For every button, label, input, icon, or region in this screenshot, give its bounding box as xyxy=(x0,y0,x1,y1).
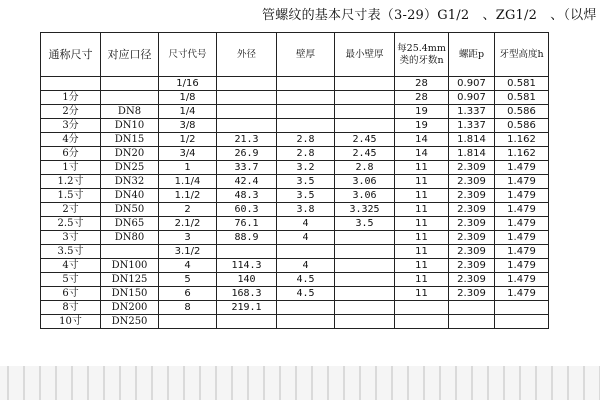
cell-min-wall-thickness: 3.325 xyxy=(335,203,395,217)
cell-wall-thickness: 3.2 xyxy=(277,161,335,175)
cell-outer-diameter: 219.1 xyxy=(217,301,277,315)
cell-threads-per-inch: 14 xyxy=(395,133,449,147)
table-row xyxy=(41,119,549,133)
cell-nominal-size: 1分 xyxy=(41,91,101,105)
blurred-footer-strip xyxy=(0,366,600,400)
cell-pitch: 0.907 xyxy=(449,91,495,105)
cell-wall-thickness: 4 xyxy=(277,259,335,273)
cell-nominal-size: 5寸 xyxy=(41,273,101,287)
cell-size-code: 1/4 xyxy=(159,105,217,119)
cell-pitch: 1.814 xyxy=(449,133,495,147)
cell-size-code: 3/4 xyxy=(159,147,217,161)
cell-outer-diameter: 33.7 xyxy=(217,161,277,175)
cell-min-wall-thickness xyxy=(335,91,395,105)
cell-thread-height: 1.479 xyxy=(495,175,549,189)
cell-size-code: 2 xyxy=(159,203,217,217)
cell-wall-thickness xyxy=(277,77,335,91)
cell-outer-diameter xyxy=(217,245,277,259)
table-row xyxy=(41,189,549,203)
cell-outer-diameter xyxy=(217,315,277,329)
cell-pitch: 1.337 xyxy=(449,105,495,119)
cell-dn-size: DN200 xyxy=(101,301,159,315)
cell-dn-size: DN40 xyxy=(101,189,159,203)
cell-thread-height: 0.581 xyxy=(495,77,549,91)
cell-nominal-size: 1.5寸 xyxy=(41,189,101,203)
cell-dn-size: DN25 xyxy=(101,161,159,175)
header-threads-per-inch: 每25.4mm类的牙数n xyxy=(395,33,449,77)
cell-min-wall-thickness xyxy=(335,231,395,245)
table-row xyxy=(41,301,549,315)
cell-wall-thickness xyxy=(277,315,335,329)
cell-wall-thickness xyxy=(277,245,335,259)
cell-dn-size: DN150 xyxy=(101,287,159,301)
cell-nominal-size: 3.5寸 xyxy=(41,245,101,259)
cell-min-wall-thickness: 3.5 xyxy=(335,217,395,231)
cell-thread-height xyxy=(495,315,549,329)
header-thread-height: 牙型高度h xyxy=(495,33,549,77)
header-nominal-size: 通称尺寸 xyxy=(41,33,101,77)
cell-dn-size: DN32 xyxy=(101,175,159,189)
table-row xyxy=(41,273,549,287)
cell-thread-height: 1.479 xyxy=(495,245,549,259)
cell-pitch: 1.814 xyxy=(449,147,495,161)
cell-thread-height: 0.586 xyxy=(495,105,549,119)
cell-threads-per-inch: 11 xyxy=(395,161,449,175)
cell-thread-height: 1.162 xyxy=(495,147,549,161)
cell-dn-size: DN8 xyxy=(101,105,159,119)
cell-nominal-size: 2寸 xyxy=(41,203,101,217)
cell-nominal-size: 10寸 xyxy=(41,315,101,329)
table-title: 管螺纹的基本尺寸表（3-29）G1/2 、ZG1/2 、（以焊 xyxy=(262,8,597,23)
header-dn-size: 对应口径 xyxy=(101,33,159,77)
table-header-row xyxy=(41,33,549,77)
cell-pitch: 2.309 xyxy=(449,189,495,203)
table-row xyxy=(41,105,549,119)
cell-wall-thickness: 4.5 xyxy=(277,287,335,301)
cell-thread-height: 1.162 xyxy=(495,133,549,147)
table-row xyxy=(41,259,549,273)
cell-threads-per-inch: 11 xyxy=(395,231,449,245)
cell-dn-size: DN10 xyxy=(101,119,159,133)
cell-wall-thickness: 2.8 xyxy=(277,147,335,161)
cell-nominal-size: 2分 xyxy=(41,105,101,119)
header-size-code: 尺寸代号 xyxy=(159,33,217,77)
cell-dn-size xyxy=(101,245,159,259)
cell-wall-thickness: 3.5 xyxy=(277,189,335,203)
cell-pitch: 2.309 xyxy=(449,217,495,231)
cell-pitch xyxy=(449,315,495,329)
cell-nominal-size: 3寸 xyxy=(41,231,101,245)
cell-pitch: 2.309 xyxy=(449,203,495,217)
cell-dn-size: DN50 xyxy=(101,203,159,217)
cell-wall-thickness xyxy=(277,91,335,105)
cell-outer-diameter: 88.9 xyxy=(217,231,277,245)
table-row xyxy=(41,161,549,175)
cell-size-code: 1/2 xyxy=(159,133,217,147)
cell-dn-size: DN65 xyxy=(101,217,159,231)
cell-thread-height: 1.479 xyxy=(495,189,549,203)
pipe-thread-table xyxy=(40,32,549,329)
cell-nominal-size: 2.5寸 xyxy=(41,217,101,231)
cell-wall-thickness xyxy=(277,301,335,315)
cell-threads-per-inch: 11 xyxy=(395,189,449,203)
cell-pitch: 2.309 xyxy=(449,245,495,259)
cell-thread-height: 1.479 xyxy=(495,203,549,217)
cell-threads-per-inch: 11 xyxy=(395,203,449,217)
cell-threads-per-inch: 11 xyxy=(395,175,449,189)
header-wall-thickness: 壁厚 xyxy=(277,33,335,77)
cell-min-wall-thickness: 2.8 xyxy=(335,161,395,175)
cell-wall-thickness xyxy=(277,119,335,133)
cell-wall-thickness: 3.8 xyxy=(277,203,335,217)
cell-min-wall-thickness xyxy=(335,301,395,315)
cell-min-wall-thickness xyxy=(335,77,395,91)
cell-threads-per-inch: 19 xyxy=(395,119,449,133)
cell-min-wall-thickness xyxy=(335,119,395,133)
cell-nominal-size: 3分 xyxy=(41,119,101,133)
cell-thread-height: 1.479 xyxy=(495,287,549,301)
header-outer-diameter: 外径 xyxy=(217,33,277,77)
table-row xyxy=(41,91,549,105)
cell-dn-size: DN125 xyxy=(101,273,159,287)
cell-nominal-size: 1寸 xyxy=(41,161,101,175)
cell-size-code: 6 xyxy=(159,287,217,301)
header-pitch: 螺距p xyxy=(449,33,495,77)
cell-min-wall-thickness: 3.06 xyxy=(335,189,395,203)
cell-dn-size: DN20 xyxy=(101,147,159,161)
table-row xyxy=(41,203,549,217)
cell-size-code: 3/8 xyxy=(159,119,217,133)
cell-outer-diameter: 42.4 xyxy=(217,175,277,189)
cell-thread-height xyxy=(495,301,549,315)
cell-nominal-size: 8寸 xyxy=(41,301,101,315)
cell-nominal-size: 6寸 xyxy=(41,287,101,301)
cell-dn-size: DN100 xyxy=(101,259,159,273)
cell-thread-height: 1.479 xyxy=(495,217,549,231)
cell-nominal-size: 6分 xyxy=(41,147,101,161)
cell-outer-diameter xyxy=(217,91,277,105)
cell-threads-per-inch: 11 xyxy=(395,273,449,287)
cell-size-code: 1/8 xyxy=(159,91,217,105)
cell-threads-per-inch: 11 xyxy=(395,217,449,231)
cell-nominal-size: 4寸 xyxy=(41,259,101,273)
cell-threads-per-inch: 14 xyxy=(395,147,449,161)
cell-threads-per-inch: 19 xyxy=(395,105,449,119)
cell-wall-thickness: 4 xyxy=(277,231,335,245)
cell-min-wall-thickness xyxy=(335,273,395,287)
cell-nominal-size: 1.2寸 xyxy=(41,175,101,189)
cell-size-code: 5 xyxy=(159,273,217,287)
cell-threads-per-inch: 11 xyxy=(395,245,449,259)
table-body xyxy=(41,77,549,329)
cell-wall-thickness: 2.8 xyxy=(277,133,335,147)
table-row xyxy=(41,315,549,329)
cell-size-code: 1.1/2 xyxy=(159,189,217,203)
table-row xyxy=(41,231,549,245)
cell-outer-diameter: 26.9 xyxy=(217,147,277,161)
cell-min-wall-thickness: 2.45 xyxy=(335,147,395,161)
cell-wall-thickness xyxy=(277,105,335,119)
table-row xyxy=(41,245,549,259)
table-row xyxy=(41,77,549,91)
cell-pitch: 2.309 xyxy=(449,231,495,245)
cell-threads-per-inch: 11 xyxy=(395,259,449,273)
cell-threads-per-inch: 28 xyxy=(395,91,449,105)
cell-size-code: 4 xyxy=(159,259,217,273)
cell-size-code: 1.1/4 xyxy=(159,175,217,189)
table-row xyxy=(41,147,549,161)
cell-outer-diameter: 21.3 xyxy=(217,133,277,147)
cell-pitch xyxy=(449,301,495,315)
cell-wall-thickness: 4 xyxy=(277,217,335,231)
cell-pitch: 1.337 xyxy=(449,119,495,133)
cell-size-code: 3 xyxy=(159,231,217,245)
table-row xyxy=(41,287,549,301)
cell-min-wall-thickness xyxy=(335,315,395,329)
cell-size-code: 3.1/2 xyxy=(159,245,217,259)
cell-size-code: 1 xyxy=(159,161,217,175)
cell-min-wall-thickness xyxy=(335,105,395,119)
cell-min-wall-thickness: 3.06 xyxy=(335,175,395,189)
cell-outer-diameter xyxy=(217,105,277,119)
cell-thread-height: 0.581 xyxy=(495,91,549,105)
cell-min-wall-thickness xyxy=(335,287,395,301)
cell-pitch: 2.309 xyxy=(449,259,495,273)
cell-size-code: 8 xyxy=(159,301,217,315)
cell-threads-per-inch xyxy=(395,301,449,315)
cell-wall-thickness: 3.5 xyxy=(277,175,335,189)
cell-dn-size: DN15 xyxy=(101,133,159,147)
cell-size-code xyxy=(159,315,217,329)
cell-outer-diameter xyxy=(217,77,277,91)
cell-thread-height: 1.479 xyxy=(495,273,549,287)
cell-outer-diameter xyxy=(217,119,277,133)
cell-thread-height: 0.586 xyxy=(495,119,549,133)
cell-threads-per-inch: 28 xyxy=(395,77,449,91)
cell-dn-size xyxy=(101,77,159,91)
cell-pitch: 2.309 xyxy=(449,273,495,287)
cell-min-wall-thickness xyxy=(335,245,395,259)
cell-min-wall-thickness: 2.45 xyxy=(335,133,395,147)
cell-size-code: 2.1/2 xyxy=(159,217,217,231)
cell-threads-per-inch xyxy=(395,315,449,329)
cell-thread-height: 1.479 xyxy=(495,259,549,273)
cell-pitch: 2.309 xyxy=(449,161,495,175)
cell-dn-size xyxy=(101,91,159,105)
cell-threads-per-inch: 11 xyxy=(395,287,449,301)
cell-outer-diameter: 168.3 xyxy=(217,287,277,301)
cell-dn-size: DN80 xyxy=(101,231,159,245)
header-min-wall-thickness: 最小壁厚 xyxy=(335,33,395,77)
cell-thread-height: 1.479 xyxy=(495,231,549,245)
table-row xyxy=(41,217,549,231)
cell-nominal-size: 4分 xyxy=(41,133,101,147)
cell-outer-diameter: 140 xyxy=(217,273,277,287)
cell-wall-thickness: 4.5 xyxy=(277,273,335,287)
cell-outer-diameter: 60.3 xyxy=(217,203,277,217)
cell-pitch: 2.309 xyxy=(449,287,495,301)
cell-size-code: 1/16 xyxy=(159,77,217,91)
cell-min-wall-thickness xyxy=(335,259,395,273)
cell-outer-diameter: 48.3 xyxy=(217,189,277,203)
cell-dn-size: DN250 xyxy=(101,315,159,329)
cell-pitch: 0.907 xyxy=(449,77,495,91)
cell-outer-diameter: 114.3 xyxy=(217,259,277,273)
cell-nominal-size xyxy=(41,77,101,91)
cell-outer-diameter: 76.1 xyxy=(217,217,277,231)
cell-thread-height: 1.479 xyxy=(495,161,549,175)
table-row xyxy=(41,133,549,147)
table-row xyxy=(41,175,549,189)
cell-pitch: 2.309 xyxy=(449,175,495,189)
